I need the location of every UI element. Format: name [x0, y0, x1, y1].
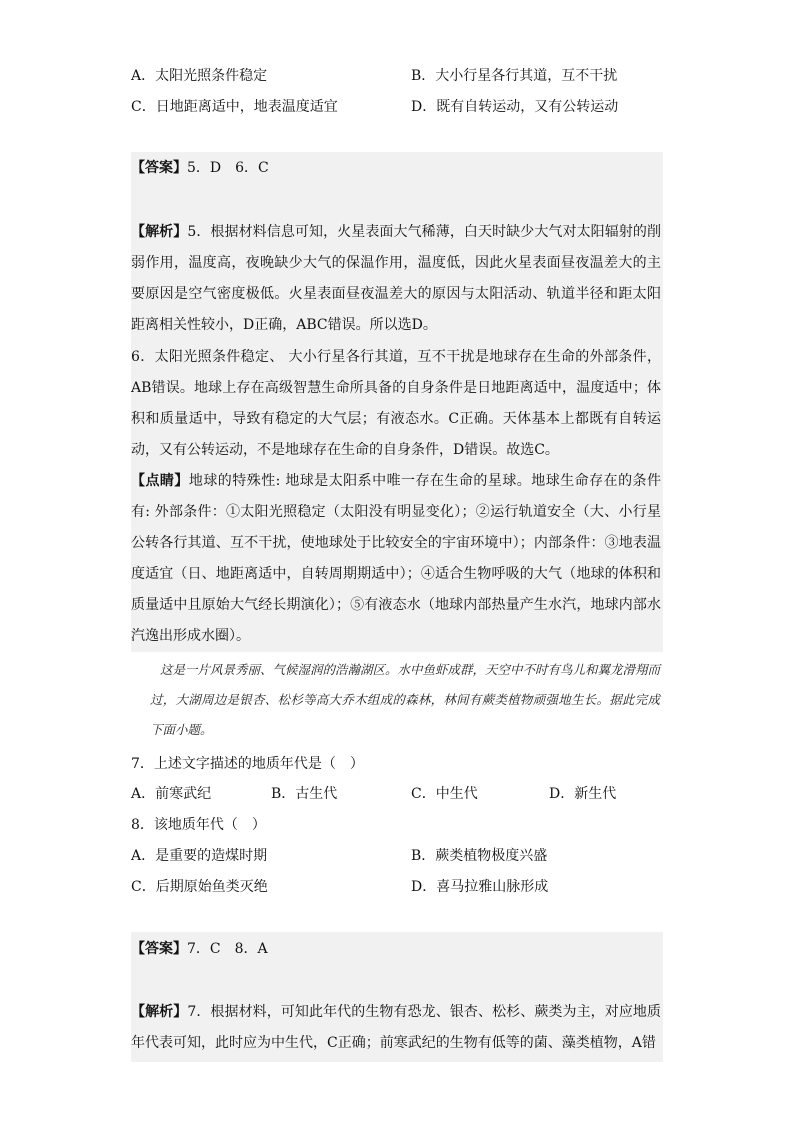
q6-option-d: D．既有自转运动，又有公转运动 — [411, 99, 619, 115]
answer-label-2: 【答案】 — [131, 941, 187, 957]
analysis-7 — [131, 997, 661, 1059]
answer-text: 5．D 6．C — [187, 160, 269, 176]
q6-option-b: B．大小行星各行其道，互不干扰 — [411, 68, 618, 84]
q7-option-c: C．中生代 — [411, 786, 478, 802]
q8-option-c: C．后期原始鱼类灭绝 — [131, 879, 268, 895]
q8-option-b: B．蕨类植物极度兴盛 — [411, 848, 548, 864]
analysis-7-text: 7．根据材料，可知此年代的生物有恐龙、银杏、松杉、蕨类为主，对应地质年代表可知，此时应为中生代，C正确；前寒武纪的生物有低等的菌、藻类植物，A错 — [131, 1004, 661, 1051]
dianjing-text: 地球的特殊性: 地球是太阳系中唯一存在生命的星球。地球生命存在的条件有: 外部条件：①太阳光照稳定（太阳没有明显变化）；②运行轨道安全（大、小行星公转各行其道、互不干扰，使地球处于比较安全的宇宙环境中）；内部条件：③地表温度适宜（日、地距离适中，自转周期期适中）；④适合生物呼吸的大气（地球的体积和质量适中且原始大气经长期演化）；⑤有液态水（地球内部热量产生水汽，地球内部水汽逸出形成水圈）。 — [131, 473, 661, 644]
q7-option-a: A．前寒武纪 — [131, 786, 212, 802]
analysis-6-text: 6．太阳光照条件稳定、 大小行星各行其道，互不干扰是地球存在生命的外部条件，AB错误。地球上存在高级智慧生命所具备的自身条件是日地距离适中，温度适中；体积和质量适中，导致有稳定的大气层；有液态水。C正确。天体基本上都既有自转运动，又有公转运动，不是地球存在生命的自身条件，D错误。故选C。 — [131, 349, 661, 458]
analysis-label-2: 【解析】 — [131, 1004, 188, 1020]
dianjing — [131, 466, 661, 652]
q6-option-a: A．太阳光照条件稳定 — [131, 68, 268, 84]
answer-text-2: 7．C 8．A — [187, 941, 268, 957]
answer-7-8 — [131, 941, 268, 957]
q7-stem: 7．上述文字描述的地质年代是（ ） — [131, 756, 364, 772]
q7-option-d: D．新生代 — [549, 786, 617, 802]
dianjing-label: 【点睛】 — [131, 473, 189, 489]
answer-5-6 — [131, 160, 269, 176]
q8-option-d: D．喜马拉雅山脉形成 — [411, 879, 549, 895]
q6-option-c: C．日地距离适中，地表温度适宜 — [131, 99, 338, 115]
analysis-6 — [131, 342, 661, 466]
q8-stem: 8．该地质年代（ ） — [131, 817, 266, 833]
analysis-5-text: 5．根据材料信息可知，火星表面大气稀薄，白天时缺少大气对太阳辐射的削弱作用，温度高，夜晚缺少大气的保温作用，温度低，因此火星表面昼夜温差大的主要原因是空气密度极低。火星表面昼夜温差大的原因与太阳活动、轨道半径和距太阳距离相关性较小，D正确，ABC错误。所以选D。 — [131, 224, 662, 333]
answer-label: 【答案】 — [131, 160, 187, 176]
analysis-5 — [131, 217, 661, 341]
q8-option-a: A．是重要的造煤时期 — [131, 848, 268, 864]
q7-option-b: B．古生代 — [271, 786, 338, 802]
analysis-label: 【解析】 — [131, 224, 188, 240]
material-passage: 这是一片风景秀丽、气候湿润的浩瀚湖区。水中鱼虾成群，天空中不时有鸟儿和翼龙滑翔而过，大湖周边是银杏、松杉等高大乔木组成的森林，林间有蕨类植物顽强地生长。据此完成下面小题。 — [150, 662, 661, 737]
